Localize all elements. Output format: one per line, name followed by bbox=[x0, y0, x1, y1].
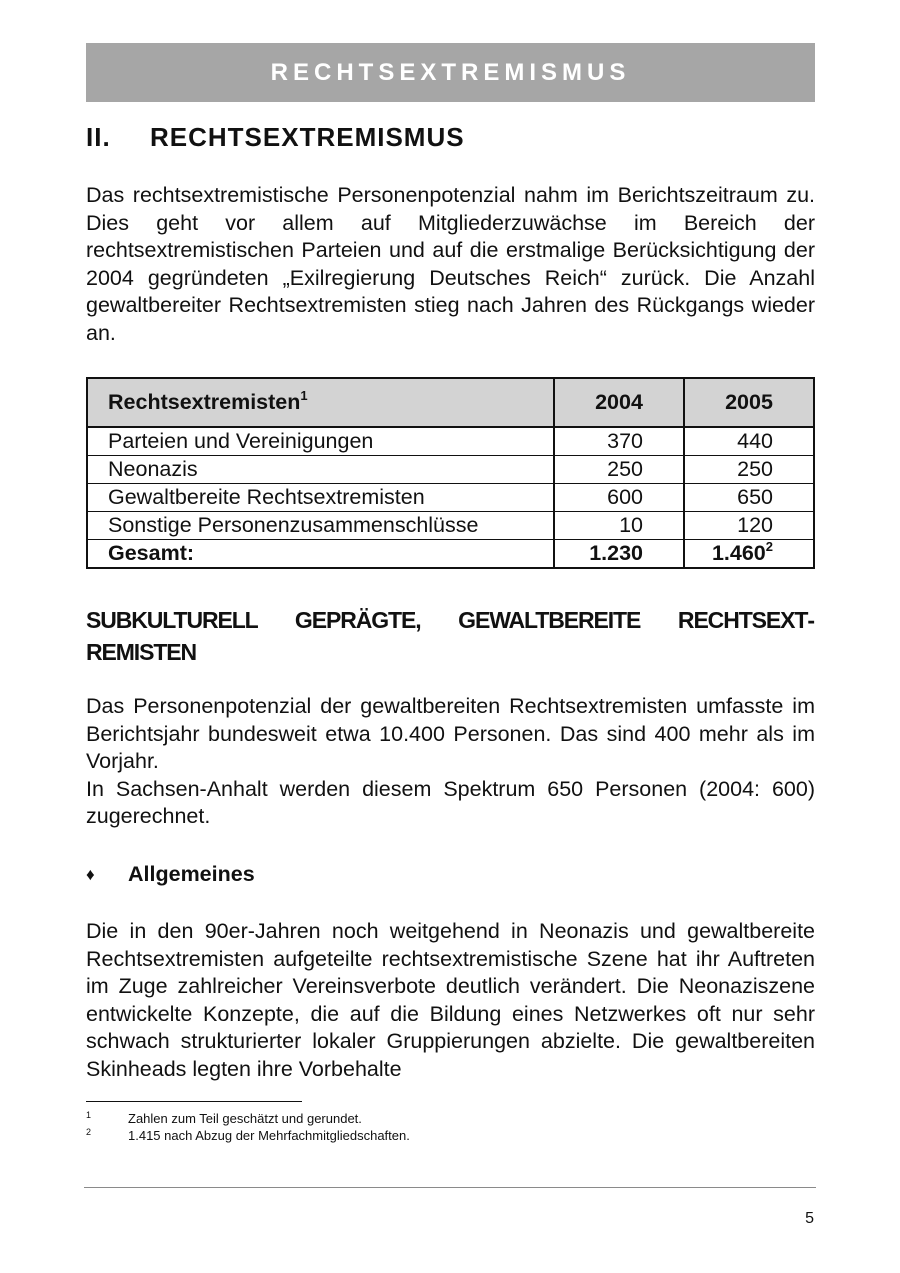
footer-divider bbox=[84, 1187, 816, 1188]
table-header-2004: 2004 bbox=[554, 378, 684, 427]
row-label: Parteien und Vereinigungen bbox=[87, 427, 554, 456]
table-header-label: Rechtsextremisten$^1$ bbox=[87, 378, 554, 427]
table-row bbox=[87, 427, 814, 456]
row-value-2004: 370 bbox=[554, 427, 684, 456]
row-value-2005: 120 bbox=[684, 512, 814, 540]
table-header-row bbox=[87, 378, 814, 427]
diamond-bullet-icon: ♦ bbox=[86, 864, 95, 884]
row-value-2005: 440 bbox=[684, 427, 814, 456]
footnote-ref-2: 2 bbox=[765, 539, 773, 554]
footnote-mark: 2 bbox=[86, 1127, 92, 1137]
intro-paragraph-text: Das rechtsextremistische Personenpotenzial nahm im Berichtszeitraum zu. Dies geht vor allem auf Mitgliederzuwächse im Bereich der rechtsextremistischen Parteien und auf die erstmalige Berücksichtigung der 2004 gegründeten „Exilregierung Deutsches Reich“ zurück. Die Anzahl gewaltbereiter Rechtsextremisten stieg nach Jahren des Rückgangs wieder an. bbox=[86, 183, 815, 345]
table-row bbox=[87, 512, 814, 540]
row-value-2005: 650 bbox=[684, 484, 814, 512]
total-value-2004: 1.230 bbox=[554, 540, 684, 569]
row-value-2005: 250 bbox=[684, 456, 814, 484]
footnote-ref-1: 1 bbox=[300, 388, 308, 403]
row-value-2004: 250 bbox=[554, 456, 684, 484]
subsection-heading bbox=[86, 862, 255, 887]
table-row bbox=[87, 484, 814, 512]
chapter-title bbox=[86, 122, 465, 153]
section-paragraph-2: In Sachsen-Anhalt werden diesem Spektrum 650 Personen (2004: 600) zugerechnet. bbox=[86, 776, 815, 829]
footnote-divider bbox=[86, 1101, 302, 1102]
section-heading: SUBKULTURELL GEPRÄGTE, GEWALTBEREITE RECHTSEXTREMISTEN bbox=[86, 607, 815, 665]
total-value-2005: 1.460$^2$ bbox=[684, 540, 814, 569]
section-paragraph-1: Das Personenpotenzial der gewaltbereiten Rechtsextremisten umfasste im Berichtsjahr bundesweit etwa 10.400 Personen. Das sind 400 mehr als im Vorjahr. bbox=[86, 694, 815, 774]
section-body bbox=[86, 693, 815, 831]
intro-paragraph bbox=[86, 182, 815, 348]
row-value-2004: 10 bbox=[554, 512, 684, 540]
footnote-mark: 1 bbox=[86, 1110, 92, 1120]
row-label: Sonstige Personenzusammenschlüsse bbox=[87, 512, 554, 540]
footnote-text: 1.415 nach Abzug der Mehrfachmitgliedschaften. bbox=[128, 1128, 410, 1143]
page-number: 5 bbox=[805, 1210, 814, 1227]
row-label: Neonazis bbox=[87, 456, 554, 484]
footnote-text: Zahlen zum Teil geschätzt und gerundet. bbox=[128, 1111, 362, 1126]
running-header-title: RECHTSEXTREMISMUS bbox=[270, 58, 631, 86]
table-header-2005: 2005 bbox=[684, 378, 814, 427]
statistics-table bbox=[86, 377, 815, 569]
row-value-2004: 600 bbox=[554, 484, 684, 512]
total-label: Gesamt: bbox=[87, 540, 554, 569]
chapter-number: II. bbox=[86, 122, 111, 152]
subsection-paragraph: Die in den 90er-Jahren noch weitgehend in Neonazis und gewaltbereite Rechtsextremisten aufgeteilte rechtsextremistische Szene hat ihr Auftreten im Zuge zahlreicher Vereinsverbote deutlich verändert. Die Neonaziszene entwickelte Konzepte, die auf die Bildung eines Netzwerkes oft nur sehr schwach strukturierter lokaler Gruppierungen abzielte. Die gewaltbereiten Skinheads legten ihre Vorbehalte bbox=[86, 919, 815, 1081]
running-header bbox=[86, 43, 815, 102]
subsection-title: Allgemeines bbox=[128, 862, 255, 886]
table-row bbox=[87, 456, 814, 484]
subsection-body bbox=[86, 918, 815, 1084]
table-total-row bbox=[87, 540, 814, 569]
row-label: Gewaltbereite Rechtsextremisten bbox=[87, 484, 554, 512]
footnote-2 bbox=[86, 1128, 410, 1144]
chapter-heading: RECHTSEXTREMISMUS bbox=[150, 122, 465, 152]
